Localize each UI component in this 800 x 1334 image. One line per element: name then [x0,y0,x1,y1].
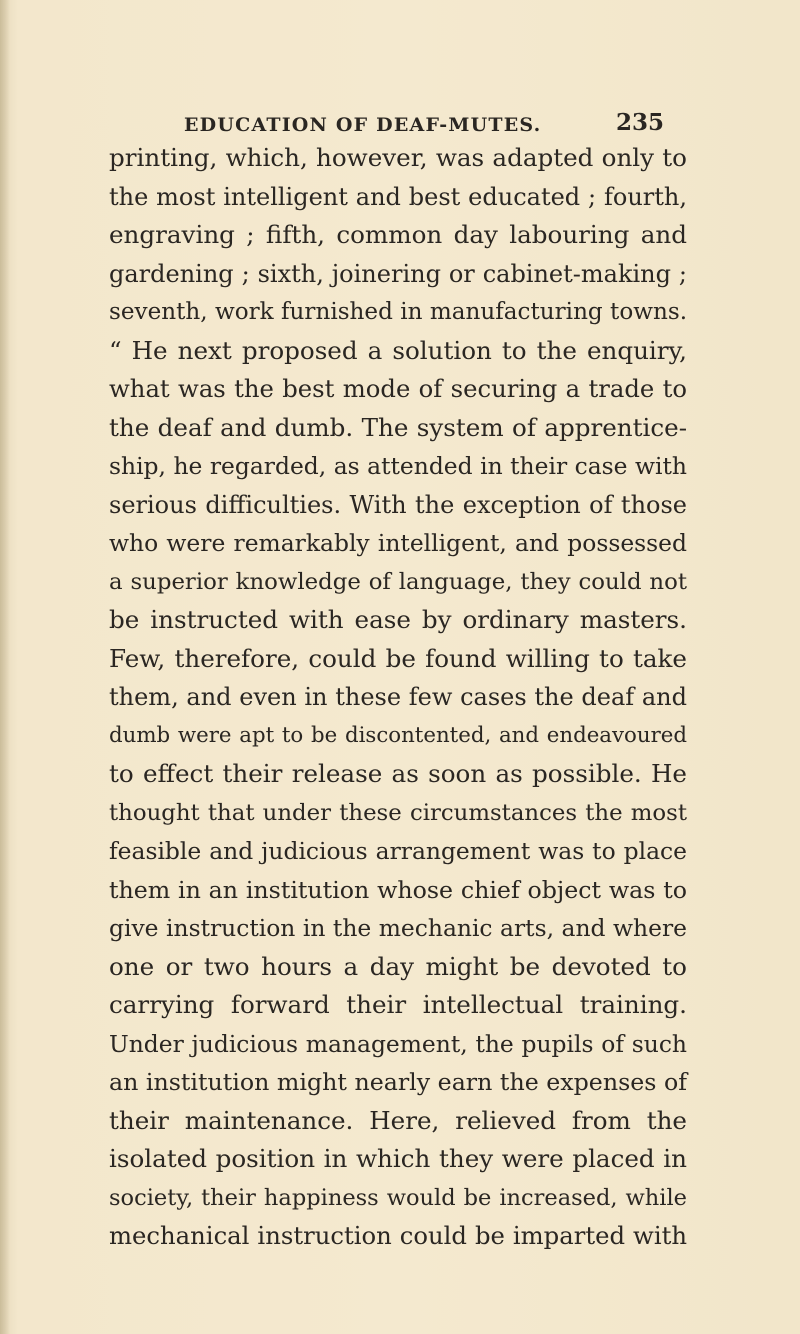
text-line: feasible and judicious arrangement was to place [109,837,687,865]
text-line: “ He next proposed a solution to the enquiry, [109,335,687,365]
running-head: EDUCATION OF DEAF-MUTES. [184,114,542,136]
text-line: mechanical instruction could be imparted with [109,1221,687,1250]
text-line: the deaf and dumb. The system of apprentice- [109,412,687,442]
text-line: serious difficulties. With the exception of those [109,490,687,519]
body-text [109,139,687,1256]
text-line: the most intelligent and best educated ; fourth, [109,182,687,211]
text-line: be instructed with ease by ordinary masters. [109,605,687,634]
text-line: Under judicious management, the pupils of such [109,1029,687,1058]
text-line: to effect their release as soon as possible. He [109,759,687,788]
text-line: printing, which, however, was adapted only to [109,143,687,172]
text-line: isolated position in which they were placed in [109,1144,687,1173]
text-line: who were remarkably intelligent, and possessed [109,529,687,557]
text-line: an institution might nearly earn the expenses of [109,1068,687,1096]
text-line: their maintenance. Here, relieved from the [109,1105,687,1135]
text-line: seventh, work furnished in manufacturing towns. [109,299,688,325]
text-line: them, and even in these few cases the deaf and [109,683,687,711]
text-line: engraving ; fifth, common day labouring and [109,220,687,249]
text-line: society, their happiness would be increased, while [109,1184,687,1211]
text-line: one or two hours a day might be devoted to [109,951,687,981]
text-line: dumb were apt to be discontented, and endeavoured [109,722,687,748]
text-line: a superior knowledge of language, they could not [109,568,687,595]
text-line: give instruction in the mechanic arts, and where [109,914,687,942]
text-line: carrying forward their intellectual training. [109,990,687,1019]
text-line: what was the best mode of securing a trade to [109,374,687,403]
binding-shadow [0,0,10,1334]
text-line: ship, he regarded, as attended in their case with [109,452,687,480]
text-line: gardening ; sixth, joinering or cabinet-making ; [109,259,687,288]
text-line: Few, therefore, could be found willing to take [109,643,687,673]
text-line: them in an institution whose chief object was to [109,875,687,904]
text-line: thought that under these circumstances the most [109,799,687,826]
page-number: 235 [616,109,665,136]
